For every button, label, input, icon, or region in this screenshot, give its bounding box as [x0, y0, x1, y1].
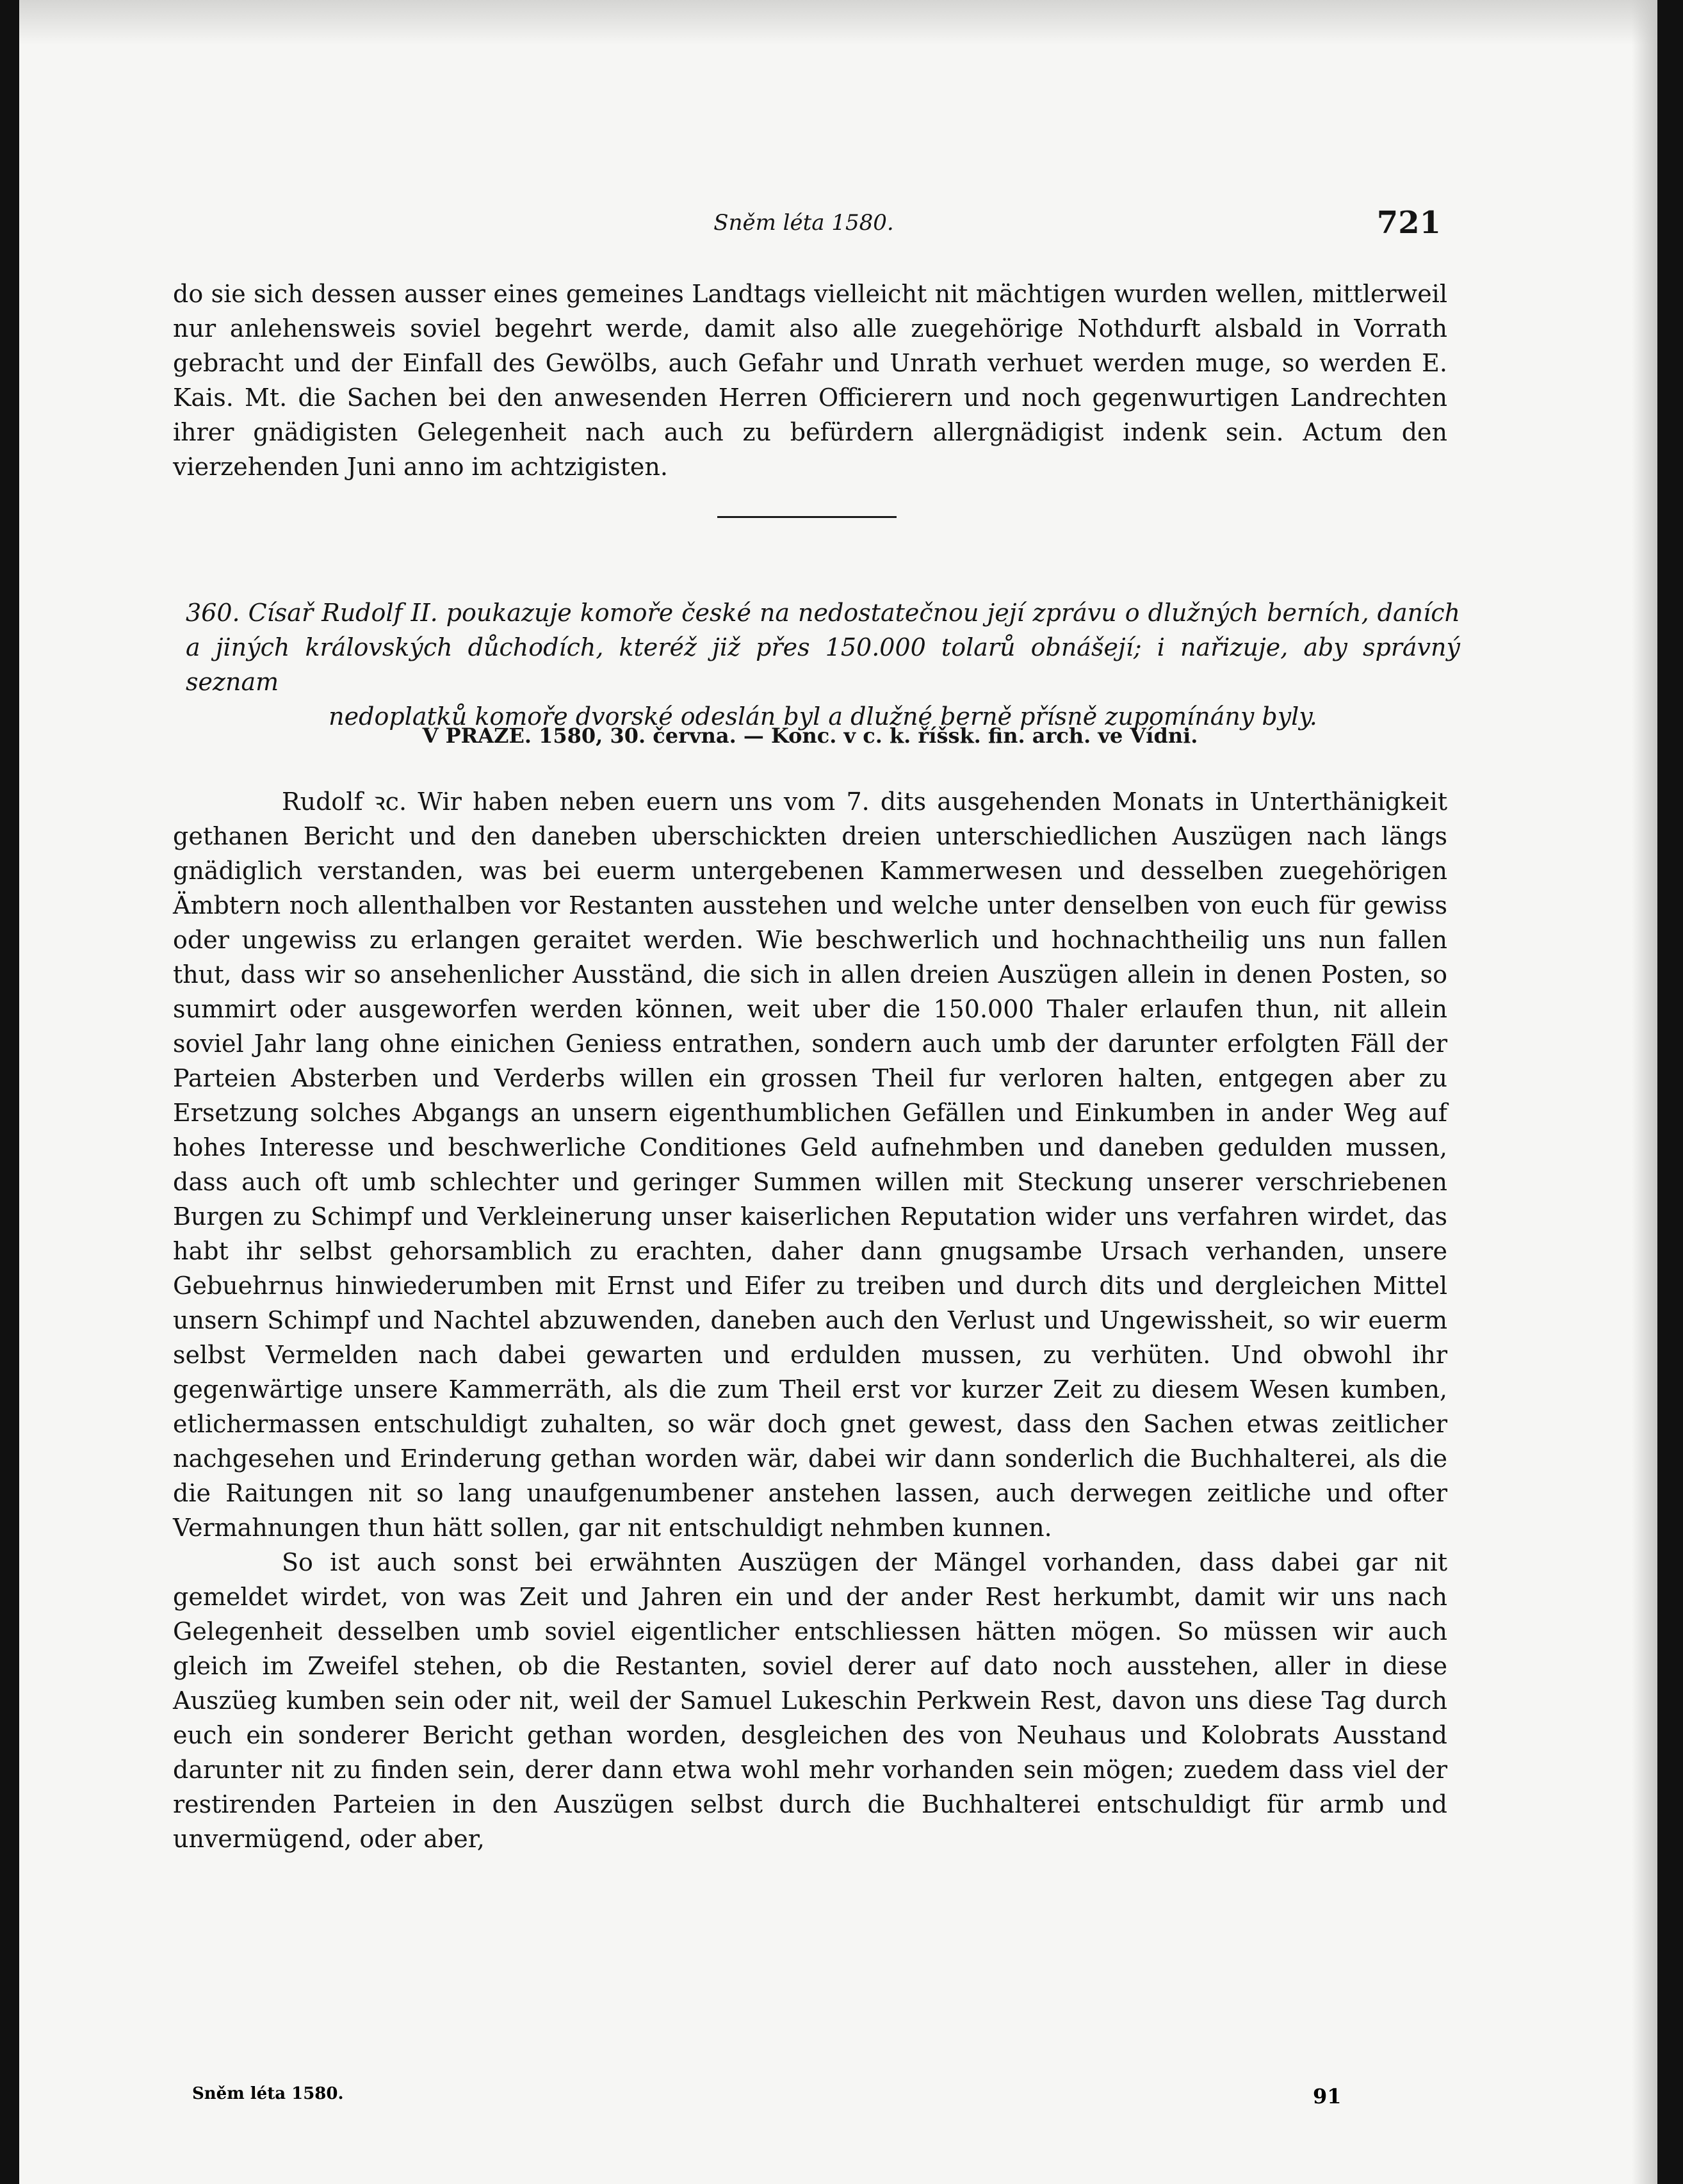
page-header [167, 205, 1441, 256]
document-heading [186, 595, 1460, 734]
page-sheet [19, 0, 1657, 2184]
running-head: Sněm léta 1580. [713, 210, 894, 236]
continuation-paragraph: do sie sich dessen ausser eines gemeines Landtags vielleicht nit mächtigen wurden wellen, mittlerweil nur anlehensweis soviel begehrt werde, damit also alle zuegehörige Nothdurft alsbald in Vorrath gebracht und der Einfall des Gewölbs, auch Gefahr und Unrath verhuet werden muge, so werden E. Kais. Mt. die Sachen bei den anwesenden Herren Officierern und noch gegenwurtigen Landrechten ihrer gnädigisten Gelegenheit nach auch zu befürdern allergnädigist indenk sein. Actum den vierzehenden Juni anno im achtzigisten. [173, 280, 1447, 481]
signature-mark: Sněm léta 1580. [192, 2084, 344, 2103]
continuation-section [173, 277, 1447, 484]
document-heading-last-line: nedoplatků komoře dvorské odeslán byl a dlužné berně přísně zupomínány byly. [329, 702, 1317, 731]
source-citation: V PRAZE. 1580, 30. června. — Konc. v c. k. říšsk. fin. arch. ve Vídni. [422, 724, 1198, 748]
scan-shadow-top [19, 0, 1657, 45]
document-heading-main: 360. Císař Rudolf II. poukazuje komoře české na nedostatečnou její zprávu o dlužných berních, daních a jiných královských důchodích, kteréž již přes 150.000 tolarů obnášejí; i nařizuje, aby správný seznam [186, 599, 1460, 696]
scan-shadow-right [1632, 0, 1657, 2184]
document-body [173, 784, 1447, 1856]
sheet-number: 91 [1313, 2084, 1342, 2108]
body-paragraph-2: So ist auch sonst bei erwähnten Auszügen der Mängel vorhanden, dass dabei gar nit gemeldet wirdet, von was Zeit und Jahren ein und der ander Rest herkumbt, damit wir uns nach Gelegenheit desselben umb soviel eigentlicher entschliessen hätten mögen. So müssen wir auch gleich im Zweifel stehen, ob die Restanten, soviel derer auf dato noch ausstehen, aller in diese Auszüeg kumben sein oder nit, weil der Samuel Lukeschin Perkwein Rest, davon uns diese Tag durch euch ein sonderer Bericht gethan worden, desgleichen des von Neuhaus und Kolobrats Ausstand darunter nit zu finden sein, derer dann etwa wohl mehr vorhanden sein mögen; zuedem dass viel der restirenden Parteien in den Auszügen selbst durch die Buchhalterei entschuldigt für armb und unvermügend, oder aber, [173, 1548, 1447, 1853]
body-paragraph-1: Rudolf ꝛc. Wir haben neben euern uns vom 7. dits ausgehenden Monats in Unterthänigkeit gethanen Bericht und den daneben uberschickten dreien unterschiedlichen Auszügen nach längs gnädiglich verstanden, was bei euerm untergebenen Kammerwesen und desselben zuegehörigen Ämbtern noch allenthalben vor Restanten ausstehen und welche unter denselben von euch für gewiss oder ungewiss zu erlangen geraitet werden. Wie beschwerlich und hochnachtheilig uns nun fallen thut, dass wir so ansehenlicher Ausständ, die sich in allen dreien Auszügen allein in denen Posten, so summirt oder ausgeworfen werden können, weit uber die 150.000 Thaler erlaufen thun, nit allein soviel Jahr lang ohne einichen Geniess entrathen, sondern auch umb der darunter erfolgten Fäll der Parteien Absterben und Verderbs willen ein grossen Theil fur verloren halten, entgegen aber zu Ersetzung solches Abgangs an unsern eigenthumblichen Gefällen und Einkumben in ander Weg auf hohes Interesse und beschwerliche Conditiones Geld aufnehmben und daneben gedulden mussen, dass auch oft umb schlechter und geringer Summen willen mit Steckung unserer verschriebenen Burgen zu Schimpf und Verkleinerung unser kaiserlichen Reputation wider uns verfahren wirdet, das habt ihr selbst gehorsamblich zu erachten, daher dann gnugsambe Ursach verhanden, unsere Gebuehrnus hinwiederumben mit Ernst und Eifer zu treiben und durch dits und dergleichen Mittel unsern Schimpf und Nachtel abzuwenden, daneben auch den Verlust und Ungewissheit, so wir euerm selbst Vermelden nach dabei gewarten und erdulden mussen, zu verhüten. Und obwohl ihr gegenwärtige unsere Kammerräth, als die zum Theil erst vor kurzer Zeit zu diesem Wesen kumben, etlichermassen entschuldigt zuhalten, so wär doch gnet gewest, dass den Sachen etwas zeitlicher nachgesehen und Erinderung gethan worden wär, dabei wir dann sonderlich die Buchhalterei, als die die Raitungen nit so lang unaufgenumbener anstehen lassen, auch derwegen zeitliche und ofter Vermahnungen thun hätt sollen, gar nit entschuldigt nehmben kunnen. [173, 788, 1447, 1542]
section-divider [717, 516, 897, 518]
page-number: 721 [1376, 205, 1441, 241]
